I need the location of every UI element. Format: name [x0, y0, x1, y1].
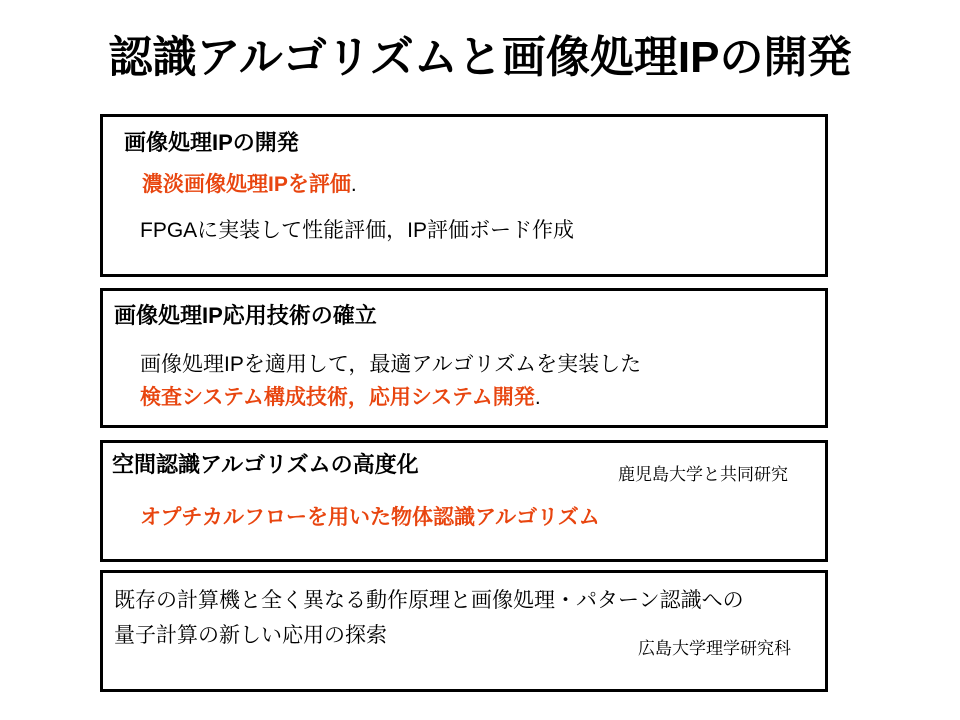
box-4-collaboration-note: 広島大学理学研究科: [638, 639, 791, 658]
box-2-line-2-segment-1: 検査システム構成技術，応用システム開発: [140, 386, 535, 409]
box-2-header: 画像処理IP応用技術の確立: [114, 303, 377, 328]
box-3-header: 空間認識アルゴリズムの高度化: [112, 452, 419, 477]
page-title: 認識アルゴリズムと画像処理IPの開発: [108, 33, 852, 82]
box-1-line-2: [140, 218, 574, 244]
box-3-line-1: [140, 505, 600, 531]
box-2-line-2: [140, 385, 541, 411]
box-1-line-1: [142, 172, 357, 198]
box-1-line-1-segment-1: 濃淡画像処理IPを評価: [142, 173, 351, 196]
box-2-line-1: [140, 352, 641, 378]
box-4-line-2-segment-1: 量子計算の新しい応用の探索: [114, 624, 387, 647]
box-1-header: 画像処理IPの開発: [124, 130, 299, 155]
box-4-line-1-segment-1: 既存の計算機と全く異なる動作原理と画像処理・パターン認識への: [114, 589, 744, 612]
box-1-line-2-segment-1: FPGAに実装して性能評価，IP評価ボード作成: [140, 219, 575, 242]
box-3-collaboration-note: 鹿児島大学と共同研究: [618, 465, 788, 484]
box-3-line-1-segment-1: オプチカルフローを用いた: [140, 506, 391, 529]
box-4-line-1: [114, 588, 744, 614]
box-1-line-1-segment-2: .: [350, 173, 357, 196]
box-2-line-2-segment-2: .: [534, 386, 541, 409]
box-3-line-1-segment-2: 物体認識アルゴリズム: [390, 506, 600, 529]
box-2-line-1-segment-1: 画像処理IPを適用して，最適アルゴリズムを実装した: [140, 353, 642, 376]
box-4-line-2: [114, 623, 387, 649]
